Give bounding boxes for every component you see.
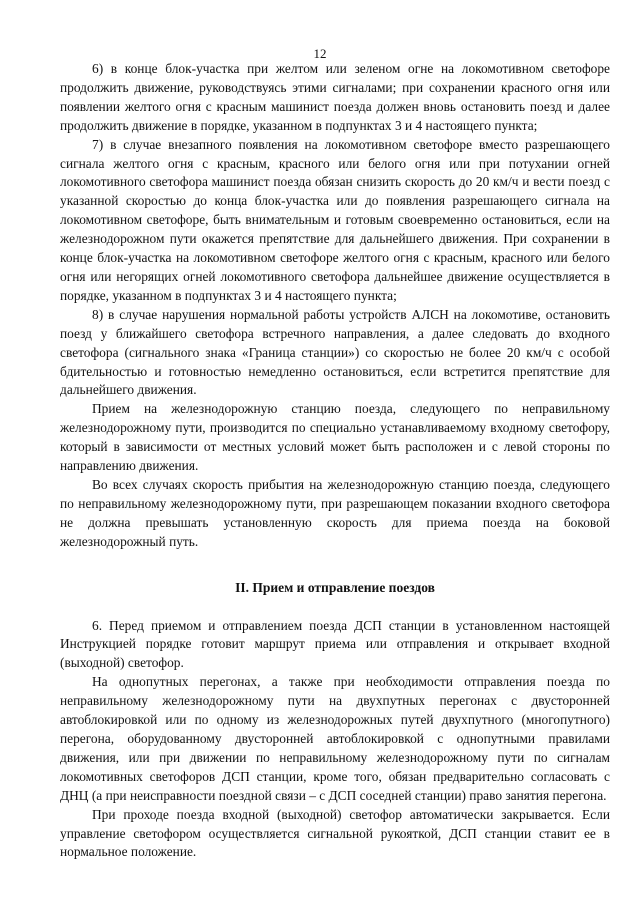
paragraph-arrival-speed: Во всех случаях скорость прибытия на железнодорожную станцию поезда, следующего по неправильному железнодорожному пути, при разрешающем показании входного светофора не должна превышать установленную скорость для приема поезда на боковой железнодорожный путь. (60, 476, 610, 549)
paragraph-wrong-track-reception: Прием на железнодорожную станцию поезда, следующего по неправильному железнодорожному пути, производится по специально устанавливаемому входному светофору, который в зависимости от местных условий может быть расположен и с левой стороны по направлению движения. (60, 401, 610, 474)
section-heading: II. Прием и отправление поездов (235, 579, 435, 595)
page-number: 12 (313, 46, 327, 61)
paragraph-single-track-sections: На однопутных перегонах, а также при необходимости отправления поезда по неправильному железнодорожному пути на двухпутных перегонах с двусторонней автоблокировкой или по одному из железнодорожных путей двухпутного (многопутного) перегона, оборудованному двусторонней автоблокировкой с однопутными правилами движения, или при движении по неправильному железнодорожному пути по сигналам локомотивных светофоров ДСП станции, кроме того, обязан предварительно согласовать с ДНЦ (а при неисправности поездной связи – с ДСП соседней станции) право занятия перегона. (60, 674, 610, 803)
paragraph-signal-closing: При проходе поезда входной (выходной) светофор автоматически закрывается. Если управление светофором осуществляется сигнальной рукояткой, ДСП станции ставит ее в нормальное положение. (60, 806, 610, 860)
document-body (60, 60, 610, 862)
paragraph-item-6: 6) в конце блок-участка при желтом или зеленом огне на локомотивном светофоре продолжить движение, руководствуясь этими сигналами; при сохранении красного огня или появлении желтого огня с красным машинист поезда должен вновь остановить поезд и далее продолжить движение в порядке, указанном в подпунктах 3 и 4 настоящего пункта; (60, 61, 610, 133)
paragraph-route-preparation: 6. Перед приемом и отправлением поезда ДСП станции в установленном настоящей Инструкцией порядке готовит маршрут приема или отправления и открывает входной (выходной) светофор. (60, 617, 610, 671)
paragraph-item-8: 8) в случае нарушения нормальной работы устройств АЛСН на локомотиве, остановить поезд у ближайшего светофора встречного направления, а далее следовать до входного светофора (сигнального знака «Граница станции») со скоростью не более 20 км/ч с особой бдительностью и готовностью немедленно остановиться, если встретится препятствие для дальнейшего движения. (60, 306, 610, 398)
paragraph-item-7: 7) в случае внезапного появления на локомотивном светофоре вместо разрешающего сигнала желтого огня с красным, красного или белого огня или при потухании огней локомотивного светофора машинист поезда обязан снизить скорость до 20 км/ч и вести поезд с указанной скоростью до конца блок-участка или до появления разрешающего сигнала на локомотивном светофоре, быть внимательным и готовым своевременно остановиться, если на железнодорожном пути окажется препятствие для дальнейшего движения. При сохранении в конце блок-участка на локомотивном светофоре желтого огня с красным, красного или белого огня или негорящих огней локомотивного светофора дальнейшее движение осуществляется в порядке, указанном в подпунктах 3 и 4 настоящего пункта; (60, 136, 610, 303)
